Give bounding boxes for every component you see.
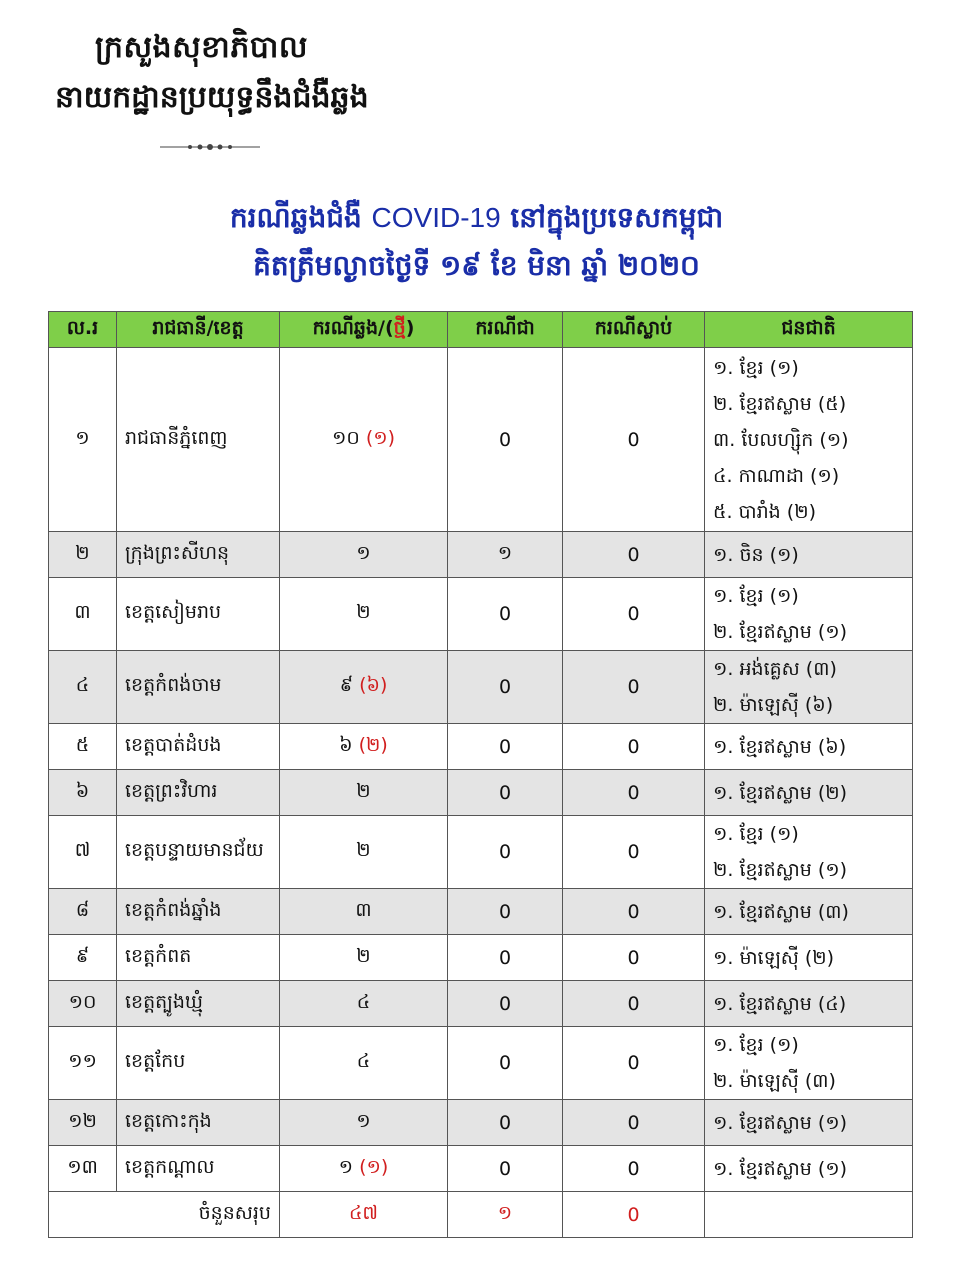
row-number: ១៣	[49, 1146, 117, 1192]
cases-cell	[280, 651, 448, 724]
report-date: គិតត្រឹមល្ងាចថ្ងៃទី ១៩ ខែ មិនា ឆ្នាំ ២០២០	[253, 249, 700, 282]
header-province: រាជធានី/ខេត្ត	[117, 312, 280, 348]
cases-cell	[280, 981, 448, 1027]
cases-count: ២	[356, 779, 371, 802]
table-row	[49, 651, 913, 724]
deaths-count: 0	[563, 981, 705, 1027]
cases-cell	[280, 578, 448, 651]
table-row	[49, 1100, 913, 1146]
deaths-count: 0	[563, 816, 705, 889]
cases-count: ១	[338, 1155, 354, 1178]
deaths-count: 0	[563, 1027, 705, 1100]
nationality-item: ១. ខ្មែរឥស្លាម (៣)	[713, 900, 849, 923]
cases-count: ១	[356, 1109, 371, 1132]
nationality-list	[705, 578, 913, 651]
recovered-count: 0	[448, 578, 563, 651]
cases-count: ២	[356, 944, 371, 967]
nationality-item: ១. ខ្មែរឥស្លាម (២)	[713, 781, 848, 804]
new-cases-count: (៦)	[359, 674, 388, 696]
province-name: ខេត្តព្រះវិហារ	[117, 770, 280, 816]
province-name: រាជធានីភ្នំពេញ	[117, 348, 280, 532]
nationality-item: ១. ខ្មែរ (១)	[713, 823, 799, 845]
new-cases-count: (១)	[365, 426, 396, 449]
nationality-item: ៤. កាណាដា (១)	[713, 464, 840, 487]
total-deaths: 0	[563, 1192, 705, 1238]
province-name: ខេត្តត្បូងឃ្មុំ	[117, 981, 280, 1027]
cases-cell	[280, 889, 448, 935]
nationality-item: ១. ខ្មែរ (១)	[713, 1034, 799, 1056]
cases-cell	[280, 1100, 448, 1146]
table-row	[49, 816, 913, 889]
province-name: ខេត្តកោះកុង	[117, 1100, 280, 1146]
row-number: ១១	[49, 1027, 117, 1100]
nationality-item: ១. ខ្មែរ (១)	[713, 356, 799, 379]
deaths-count: 0	[563, 770, 705, 816]
row-number: ១	[49, 348, 117, 532]
recovered-count: 0	[448, 770, 563, 816]
deaths-count: 0	[563, 1146, 705, 1192]
nationality-item: ១. ចិន (១)	[713, 543, 799, 566]
recovered-count: 0	[448, 935, 563, 981]
table-header-row	[49, 312, 913, 348]
recovered-count: 0	[448, 1146, 563, 1192]
recovered-count: 0	[448, 348, 563, 532]
nationality-item: ១. អង់គ្លេស (៣)	[713, 658, 837, 680]
new-cases-count: (២)	[358, 733, 388, 756]
cases-cell	[280, 532, 448, 578]
cases-cell	[280, 1027, 448, 1100]
nationality-item: ២. ម៉ាឡេស៊ី (៦)	[713, 694, 834, 716]
header-cases: ករណីឆ្លង/(ថ្មី)	[280, 312, 448, 348]
table-row	[49, 724, 913, 770]
deaths-count: 0	[563, 724, 705, 770]
row-number: ៤	[49, 651, 117, 724]
row-number: ៣	[49, 578, 117, 651]
nationality-item: ២. ខ្មែរឥស្លាម (៥)	[713, 392, 847, 415]
nationality-item: ១. ខ្មែរឥស្លាម (១)	[713, 1111, 848, 1134]
cases-cell	[280, 348, 448, 532]
recovered-count: 0	[448, 1100, 563, 1146]
nationality-item: ១. ខ្មែរឥស្លាម (១)	[713, 1157, 848, 1180]
total-nationality-empty	[705, 1192, 913, 1238]
deaths-count: 0	[563, 1100, 705, 1146]
nationality-list	[705, 935, 913, 981]
report-title: ករណីឆ្លងជំងឺ COVID-19 នៅក្នុងប្រទេសកម្ពុជា	[229, 201, 724, 234]
header-recovered: ករណីជា	[448, 312, 563, 348]
recovered-count: 0	[448, 889, 563, 935]
nationality-list	[705, 1027, 913, 1100]
province-name: ខេត្តបាត់ដំបង	[117, 724, 280, 770]
cases-table	[48, 311, 913, 1238]
total-recovered: ១	[448, 1192, 563, 1238]
nationality-item: ៥. បារាំង (២)	[713, 500, 816, 523]
recovered-count: 0	[448, 1027, 563, 1100]
row-number: ២	[49, 532, 117, 578]
table-row	[49, 532, 913, 578]
recovered-count: 0	[448, 816, 563, 889]
cases-count: ២	[356, 839, 371, 861]
recovered-count: ១	[448, 532, 563, 578]
row-number: ១២	[49, 1100, 117, 1146]
cases-cell	[280, 935, 448, 981]
header-nationality: ជនជាតិ	[705, 312, 913, 348]
table-row	[49, 935, 913, 981]
nationality-item: ២. ខ្មែរឥស្លាម (១)	[713, 859, 848, 881]
recovered-count: 0	[448, 651, 563, 724]
deaths-count: 0	[563, 348, 705, 532]
deaths-count: 0	[563, 532, 705, 578]
total-cases: ៤៧	[280, 1192, 448, 1238]
cases-count: ៦	[339, 733, 353, 756]
total-row	[49, 1192, 913, 1238]
cases-count: ៩	[339, 674, 354, 696]
cases-cell	[280, 724, 448, 770]
row-number: ៨	[49, 889, 117, 935]
province-name: ក្រុងព្រះសីហនុ	[117, 532, 280, 578]
cases-cell	[280, 770, 448, 816]
nationality-item: ២. ម៉ាឡេស៊ី (៣)	[713, 1070, 836, 1092]
row-number: ៧	[49, 816, 117, 889]
nationality-list	[705, 651, 913, 724]
province-name: ខេត្តបន្ទាយមានជ័យ	[117, 816, 280, 889]
cases-cell	[280, 816, 448, 889]
table-row	[49, 770, 913, 816]
new-cases-count: (១)	[359, 1155, 389, 1178]
cases-cell	[280, 1146, 448, 1192]
recovered-count: 0	[448, 981, 563, 1027]
cases-count: ១	[356, 541, 371, 564]
department-name: នាយកដ្ឋានប្រយុទ្ធនឹងជំងឺឆ្លង	[55, 80, 369, 115]
cases-count: ២	[356, 601, 371, 623]
deaths-count: 0	[563, 651, 705, 724]
table-row	[49, 348, 913, 532]
nationality-item: ៣. បែលហ្ស៊ិក (១)	[713, 428, 849, 451]
cases-count: ៣	[355, 898, 372, 921]
table-row	[49, 981, 913, 1027]
province-name: ខេត្តកំពង់ចាម	[117, 651, 280, 724]
nationality-list	[705, 1146, 913, 1192]
nationality-list	[705, 816, 913, 889]
nationality-list	[705, 770, 913, 816]
province-name: ខេត្តសៀមរាប	[117, 578, 280, 651]
divider-ornament	[160, 140, 260, 154]
nationality-list	[705, 889, 913, 935]
deaths-count: 0	[563, 578, 705, 651]
nationality-list	[705, 532, 913, 578]
table-row	[49, 578, 913, 651]
table-row	[49, 1027, 913, 1100]
province-name: ខេត្តកែប	[117, 1027, 280, 1100]
ministry-name: ក្រសួងសុខាភិបាល	[95, 30, 308, 65]
recovered-count: 0	[448, 724, 563, 770]
nationality-item: ១. ខ្មែរឥស្លាម (៤)	[713, 992, 847, 1015]
nationality-item: ២. ខ្មែរឥស្លាម (១)	[713, 621, 848, 643]
header-deaths: ករណីស្លាប់	[563, 312, 705, 348]
row-number: ៩	[49, 935, 117, 981]
row-number: ៦	[49, 770, 117, 816]
cases-count: ១០	[331, 426, 360, 449]
deaths-count: 0	[563, 935, 705, 981]
row-number: ១០	[49, 981, 117, 1027]
nationality-list	[705, 724, 913, 770]
cases-count: ៤	[356, 990, 371, 1013]
province-name: ខេត្តកំពត	[117, 935, 280, 981]
deaths-count: 0	[563, 889, 705, 935]
table-row	[49, 889, 913, 935]
province-name: ខេត្តកំពង់ឆ្នាំង	[117, 889, 280, 935]
row-number: ៥	[49, 724, 117, 770]
header-no: ល.រ	[49, 312, 117, 348]
nationality-list	[705, 348, 913, 532]
cases-count: ៤	[356, 1050, 371, 1072]
nationality-item: ១. ខ្មែរ (១)	[713, 585, 799, 607]
province-name: ខេត្តកណ្តាល	[117, 1146, 280, 1192]
nationality-list	[705, 981, 913, 1027]
total-label: ចំនួនសរុប	[49, 1192, 280, 1238]
nationality-list	[705, 1100, 913, 1146]
nationality-item: ១. ខ្មែរឥស្លាម (៦)	[713, 735, 847, 758]
nationality-item: ១. ម៉ាឡេស៊ី (២)	[713, 946, 835, 969]
table-row	[49, 1146, 913, 1192]
